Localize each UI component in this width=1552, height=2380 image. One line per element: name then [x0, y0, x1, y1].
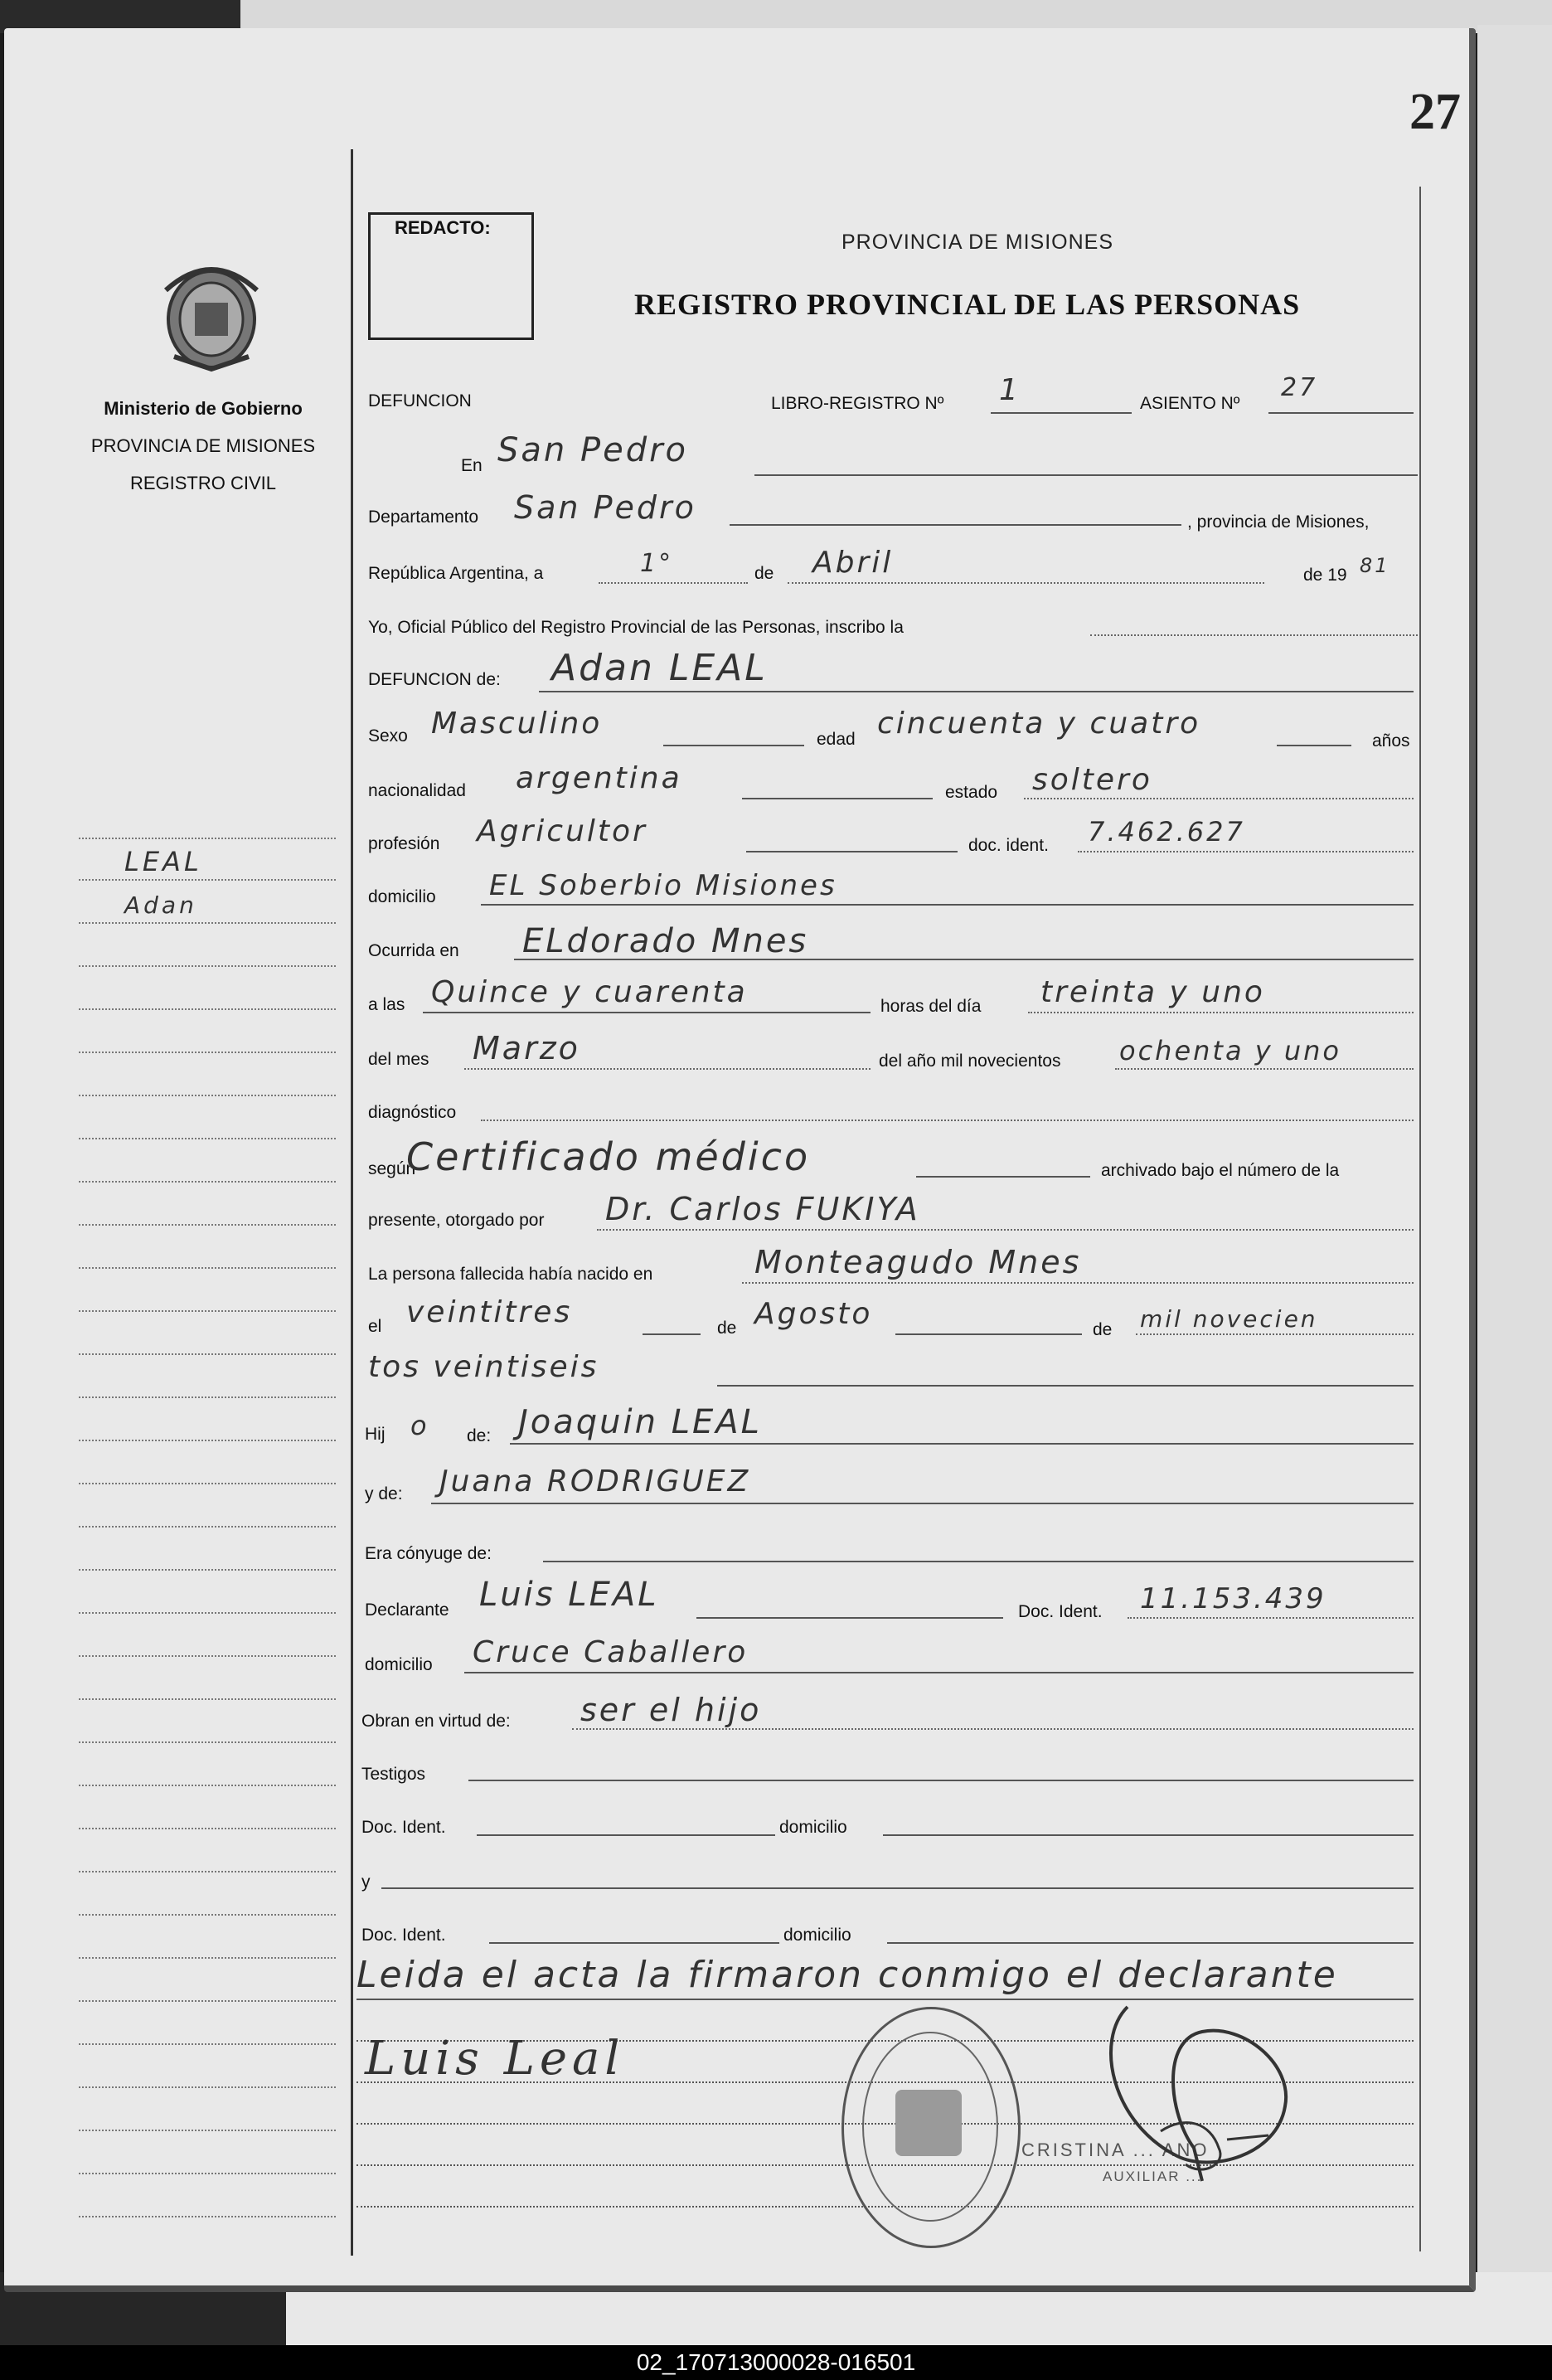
lugar-line	[754, 474, 1418, 476]
declarante-line	[696, 1617, 1003, 1619]
lectura-text: Leida el acta la firmaron conmigo el declarante	[356, 1954, 1338, 1996]
margin-line	[79, 922, 336, 924]
declarante-domicilio-label: domicilio	[365, 1655, 433, 1674]
nacimiento-ano2-line	[717, 1385, 1414, 1387]
sidebar-ministry: Ministerio de Gobierno	[104, 398, 303, 419]
nacimiento-de-label: de	[717, 1319, 737, 1338]
testigo-domicilio-line	[883, 1834, 1414, 1836]
declarante-label: Declarante	[365, 1600, 449, 1620]
libro-registro-label: LIBRO-REGISTRO Nº	[771, 394, 944, 413]
padre-value: Joaquin LEAL	[518, 1403, 762, 1441]
testigo2-doc-line	[489, 1942, 779, 1944]
nacido-en-line	[742, 1282, 1414, 1284]
horas-del-dia-label: horas del día	[880, 997, 982, 1016]
sexo-value: Masculino	[431, 707, 603, 741]
archivado-label: archivado bajo el número de la	[1101, 1161, 1340, 1180]
nacimiento-de2-label: de	[1093, 1320, 1113, 1339]
edad-line	[1277, 745, 1351, 746]
departamento-line	[730, 524, 1181, 526]
departamento-label: Departamento	[368, 508, 479, 527]
conyuge-line	[543, 1561, 1414, 1562]
profesion-value: Agricultor	[477, 814, 647, 848]
hij-suffix-value: o	[410, 1410, 429, 1441]
doc-ident-label: doc. ident.	[968, 836, 1049, 855]
testigo2-domicilio-label: domicilio	[783, 1926, 851, 1945]
nombre-fallecido-value: Adan LEAL	[551, 647, 768, 689]
defuncion-de-label: DEFUNCION de:	[368, 670, 501, 689]
margin-line	[79, 1569, 336, 1571]
departamento-value: San Pedro	[514, 489, 696, 526]
y-line	[381, 1887, 1414, 1889]
doc-line	[1078, 851, 1414, 852]
margin-line	[79, 1785, 336, 1786]
image-code-footer: 02_170713000028-016501	[0, 2345, 1552, 2380]
margin-line	[79, 965, 336, 967]
nacido-en-label: La persona fallecida había nacido en	[368, 1265, 653, 1284]
declarante-domicilio-line	[464, 1672, 1414, 1673]
official-name-stamp: CRISTINA ... ANO	[1021, 2140, 1210, 2160]
domicilio-label: domicilio	[368, 887, 436, 906]
ano-label: de 19	[1303, 566, 1347, 585]
otorgado-value: Dr. Carlos FUKIYA	[605, 1191, 920, 1227]
declarante-doc-label: Doc. Ident.	[1018, 1602, 1103, 1621]
asiento-number-value: 27	[1281, 373, 1318, 402]
ano-value: 81	[1360, 554, 1390, 577]
mes-line	[788, 582, 1264, 584]
margin-line	[79, 1655, 336, 1657]
margin-line	[79, 1095, 336, 1096]
dia-fallecimiento-line	[1028, 1012, 1414, 1013]
redacto-label: REDACTO:	[395, 217, 491, 238]
margin-line	[79, 1396, 336, 1398]
margin-note-surname: LEAL	[124, 846, 202, 877]
mes-fallecimiento-line	[464, 1068, 871, 1070]
nacimiento-ano-value-1: mil novecien	[1140, 1305, 1318, 1333]
ocurrida-line	[514, 959, 1414, 960]
obran-label: Obran en virtud de:	[361, 1712, 511, 1731]
defuncion-label: DEFUNCION	[368, 391, 472, 410]
stamp-emblem-icon	[895, 2090, 962, 2156]
segun-label: según	[368, 1159, 416, 1178]
margin-line	[79, 1741, 336, 1743]
hij-de-label: de:	[467, 1426, 492, 1445]
testigo-doc-line	[477, 1834, 775, 1836]
official-signature-icon	[1078, 1990, 1326, 2206]
margin-line	[79, 838, 336, 839]
margin-line	[79, 1957, 336, 1959]
margin-line	[79, 1181, 336, 1183]
domicilio-line	[481, 904, 1414, 906]
declarante-value: Luis LEAL	[479, 1576, 659, 1614]
margin-note-name: Adan	[124, 891, 197, 919]
estado-line	[1024, 798, 1414, 799]
y-de-label: y de:	[365, 1484, 403, 1503]
testigo-domicilio-label: domicilio	[779, 1818, 847, 1837]
domicilio-value: EL Soberbio Misiones	[489, 869, 837, 902]
official-title-stamp: AUXILIAR ...	[1103, 2169, 1203, 2184]
margin-line	[79, 2086, 336, 2088]
segun-value: Certificado médico	[406, 1134, 811, 1179]
testigo2-domicilio-line	[887, 1942, 1414, 1944]
mes-fallecimiento-value: Marzo	[473, 1030, 580, 1066]
diagnostico-label: diagnóstico	[368, 1103, 457, 1122]
conyuge-label: Era cónyuge de:	[365, 1544, 492, 1563]
testigos-label: Testigos	[361, 1765, 426, 1784]
diagnostico-line	[481, 1120, 1414, 1121]
profesion-label: profesión	[368, 834, 440, 853]
ocurrida-label: Ocurrida en	[368, 941, 459, 960]
oficial-text: Yo, Oficial Público del Registro Provincial de las Personas, inscribo la	[368, 618, 904, 637]
y-label: y	[361, 1872, 371, 1892]
madre-line	[431, 1503, 1414, 1504]
edad-label: edad	[817, 730, 856, 749]
margin-line	[79, 1353, 336, 1355]
doc-value: 7.462.627	[1088, 816, 1245, 848]
sexo-line	[663, 745, 804, 746]
el-label: el	[368, 1317, 382, 1336]
margin-line	[79, 2043, 336, 2045]
margin-line	[79, 1224, 336, 1226]
margin-divider-line	[351, 149, 353, 2256]
en-label: En	[461, 456, 483, 475]
margin-line	[79, 879, 336, 881]
nacimiento-mes-line	[895, 1333, 1082, 1335]
hij-label: Hij	[365, 1425, 386, 1444]
asiento-label: ASIENTO Nº	[1140, 394, 1240, 413]
nacimiento-dia-line	[643, 1333, 701, 1335]
estado-label: estado	[945, 783, 998, 802]
testigos-line	[468, 1780, 1414, 1781]
del-mes-label: del mes	[368, 1050, 429, 1069]
nacionalidad-value: argentina	[516, 761, 682, 795]
del-ano-label: del año mil novecientos	[879, 1052, 1061, 1071]
nacimiento-mes-value: Agosto	[754, 1297, 873, 1331]
dia-value: 1°	[640, 549, 674, 578]
segun-line	[916, 1176, 1090, 1178]
libro-number-value: 1	[999, 373, 1021, 407]
testigo2-doc-label: Doc. Ident.	[361, 1926, 446, 1945]
margin-line	[79, 1008, 336, 1010]
margin-line	[79, 1052, 336, 1053]
mes-value: Abril	[812, 546, 894, 580]
edad-value: cincuenta y cuatro	[877, 707, 1201, 741]
obran-line	[572, 1728, 1414, 1730]
madre-value: Juana RODRIGUEZ	[439, 1464, 751, 1498]
nacimiento-dia-value: veintitres	[406, 1295, 573, 1329]
margin-line	[79, 1310, 336, 1312]
sexo-label: Sexo	[368, 726, 408, 746]
margin-line	[79, 1698, 336, 1700]
oficial-line	[1090, 634, 1418, 636]
testigo-doc-label: Doc. Ident.	[361, 1818, 446, 1837]
ocurrida-value: ELdorado Mnes	[522, 922, 809, 960]
declarante-domicilio-value: Cruce Caballero	[473, 1635, 749, 1669]
nacimiento-ano-value-2: tos veintiseis	[368, 1350, 599, 1384]
anos-label: años	[1372, 731, 1410, 750]
declarante-doc-line	[1128, 1617, 1414, 1619]
declarante-signature: Luis Leal	[365, 2032, 625, 2086]
coat-of-arms-seal-icon	[158, 257, 265, 373]
margin-line	[79, 2173, 336, 2174]
dia-fallecimiento-value: treinta y uno	[1040, 975, 1265, 1009]
nacionalidad-label: nacionalidad	[368, 781, 466, 800]
margin-line	[79, 1828, 336, 1829]
a-las-label: a las	[368, 995, 405, 1014]
estado-value: soltero	[1032, 763, 1152, 797]
margin-line	[79, 2000, 336, 2002]
margin-line	[79, 1871, 336, 1872]
provincia-misiones-label: , provincia de Misiones,	[1187, 512, 1370, 532]
nacionalidad-line	[742, 798, 933, 799]
sidebar-civil-registry: REGISTRO CIVIL	[129, 473, 277, 493]
margin-line	[79, 1612, 336, 1614]
margin-line	[79, 1138, 336, 1139]
page-number: 27	[1409, 84, 1461, 140]
padre-line	[510, 1443, 1414, 1445]
dia-line	[599, 582, 748, 584]
registry-title: REGISTRO PROVINCIAL DE LAS PERSONAS	[634, 288, 1301, 321]
margin-line	[79, 1914, 336, 1916]
obran-value: ser el hijo	[580, 1692, 762, 1728]
nacimiento-ano-line	[1136, 1333, 1414, 1335]
hora-line	[423, 1012, 871, 1013]
right-border-line	[1419, 187, 1421, 2251]
hora-value: Quince y cuarenta	[431, 975, 748, 1009]
libro-number-line	[991, 412, 1132, 414]
margin-line	[79, 1483, 336, 1484]
sidebar-province: PROVINCIA DE MISIONES	[90, 435, 316, 456]
margin-line	[79, 1526, 336, 1528]
margin-line	[79, 2216, 336, 2217]
ano-fallecimiento-line	[1115, 1068, 1414, 1070]
margin-line	[79, 2130, 336, 2131]
lugar-value: San Pedro	[497, 431, 689, 469]
margin-line	[79, 1267, 336, 1269]
nombre-line	[539, 691, 1414, 692]
declarante-doc-value: 11.153.439	[1140, 1582, 1326, 1615]
right-background-strip	[1477, 25, 1552, 2280]
de-label: de	[754, 564, 774, 583]
profesion-line	[746, 851, 958, 852]
ano-fallecimiento-value: ochenta y uno	[1119, 1035, 1341, 1066]
province-title: PROVINCIA DE MISIONES	[841, 231, 1114, 254]
margin-line	[79, 1440, 336, 1441]
republica-label: República Argentina, a	[368, 564, 544, 583]
asiento-number-line	[1268, 412, 1414, 414]
presente-label: presente, otorgado por	[368, 1211, 545, 1230]
otorgado-line	[597, 1229, 1414, 1231]
nacido-en-value: Monteagudo Mnes	[754, 1244, 1082, 1280]
